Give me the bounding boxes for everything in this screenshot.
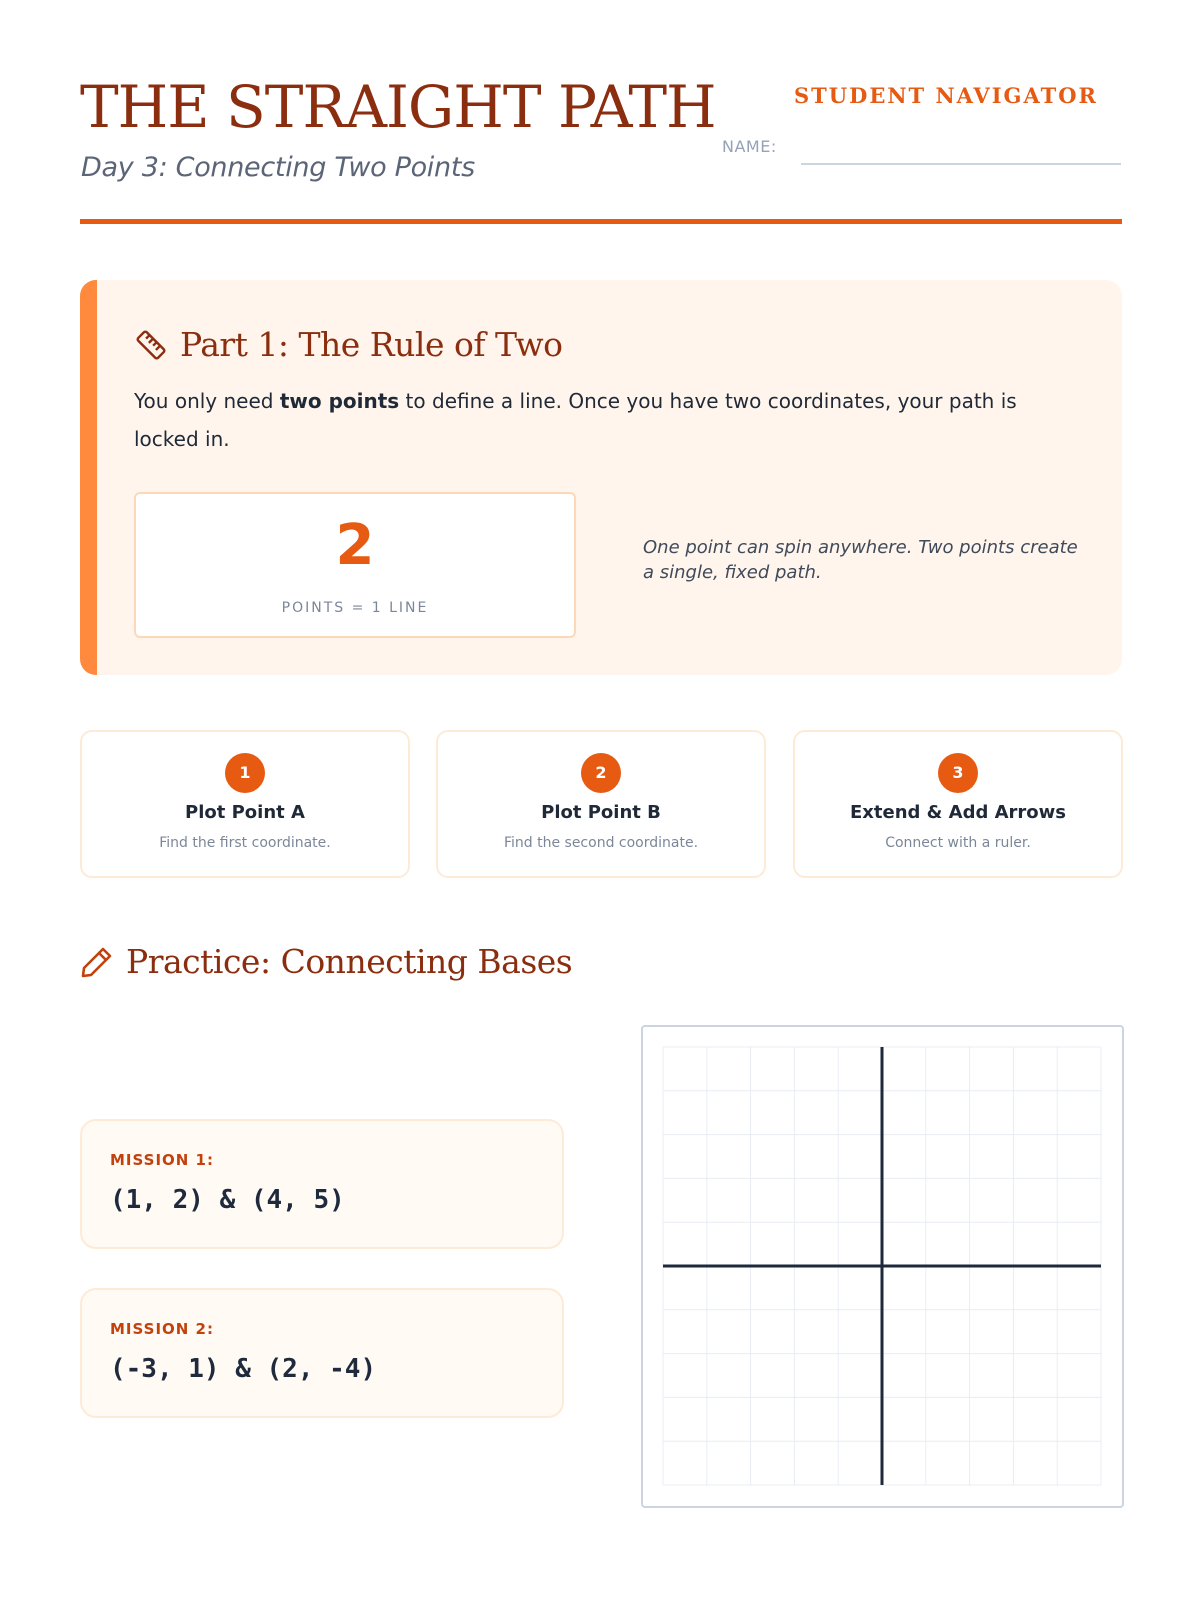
section-heading: Part 1: The Rule of Two <box>180 325 563 364</box>
step-description: Connect with a ruler. <box>885 835 1031 851</box>
rule-text-emphasis: two points <box>279 389 400 413</box>
coordinate-grid-canvas[interactable] <box>643 1027 1122 1506</box>
card-accent-stripe <box>80 280 97 675</box>
step-card-plot-b <box>436 730 766 878</box>
mission-coordinates: (-3, 1) & (2, -4) <box>110 1354 377 1384</box>
page-subtitle: Day 3: Connecting Two Points <box>81 152 475 183</box>
stat-label: POINTS = 1 LINE <box>281 600 429 616</box>
step-card-extend <box>793 730 1123 878</box>
step-description: Find the second coordinate. <box>503 835 699 851</box>
step-number-badge: 2 <box>581 753 621 793</box>
mission-coordinates: (1, 2) & (4, 5) <box>110 1185 345 1215</box>
name-field-line[interactable] <box>801 163 1121 165</box>
step-description: Find the first coordinate. <box>159 835 331 851</box>
mission-label: MISSION 1: <box>110 1151 214 1169</box>
step-number-badge: 1 <box>225 753 265 793</box>
header-divider <box>80 219 1122 224</box>
name-label: NAME: <box>722 137 777 156</box>
rule-of-two-card <box>80 280 1122 675</box>
page-title: THE STRAIGHT PATH <box>80 73 716 141</box>
practice-heading <box>80 942 572 981</box>
mission-label: MISSION 2: <box>110 1320 214 1338</box>
mission-card-2 <box>80 1288 564 1418</box>
section-heading: Practice: Connecting Bases <box>126 942 573 981</box>
step-title: Extend & Add Arrows <box>849 802 1066 823</box>
rule-of-two-heading <box>134 325 563 364</box>
mission-card-1 <box>80 1119 564 1249</box>
step-number-badge: 3 <box>938 753 978 793</box>
rule-text-end: to define a line. Once you have two coordinates, your path is locked in. <box>134 389 1017 451</box>
step-card-plot-a <box>80 730 410 878</box>
rule-text-start: You only need <box>134 389 280 413</box>
rule-note: One point can spin anywhere. Two points create a single, fixed path. <box>643 537 1078 583</box>
points-stat-box <box>134 492 576 638</box>
rule-explanation <box>134 382 1074 458</box>
step-title: Plot Point B <box>541 802 661 823</box>
step-title: Plot Point A <box>185 802 305 823</box>
student-navigator-badge: STUDENT NAVIGATOR <box>794 83 1098 108</box>
pencil-icon <box>80 945 114 979</box>
ruler-icon <box>134 328 168 362</box>
coordinate-grid[interactable] <box>641 1025 1124 1508</box>
stat-number: 2 <box>335 513 375 578</box>
